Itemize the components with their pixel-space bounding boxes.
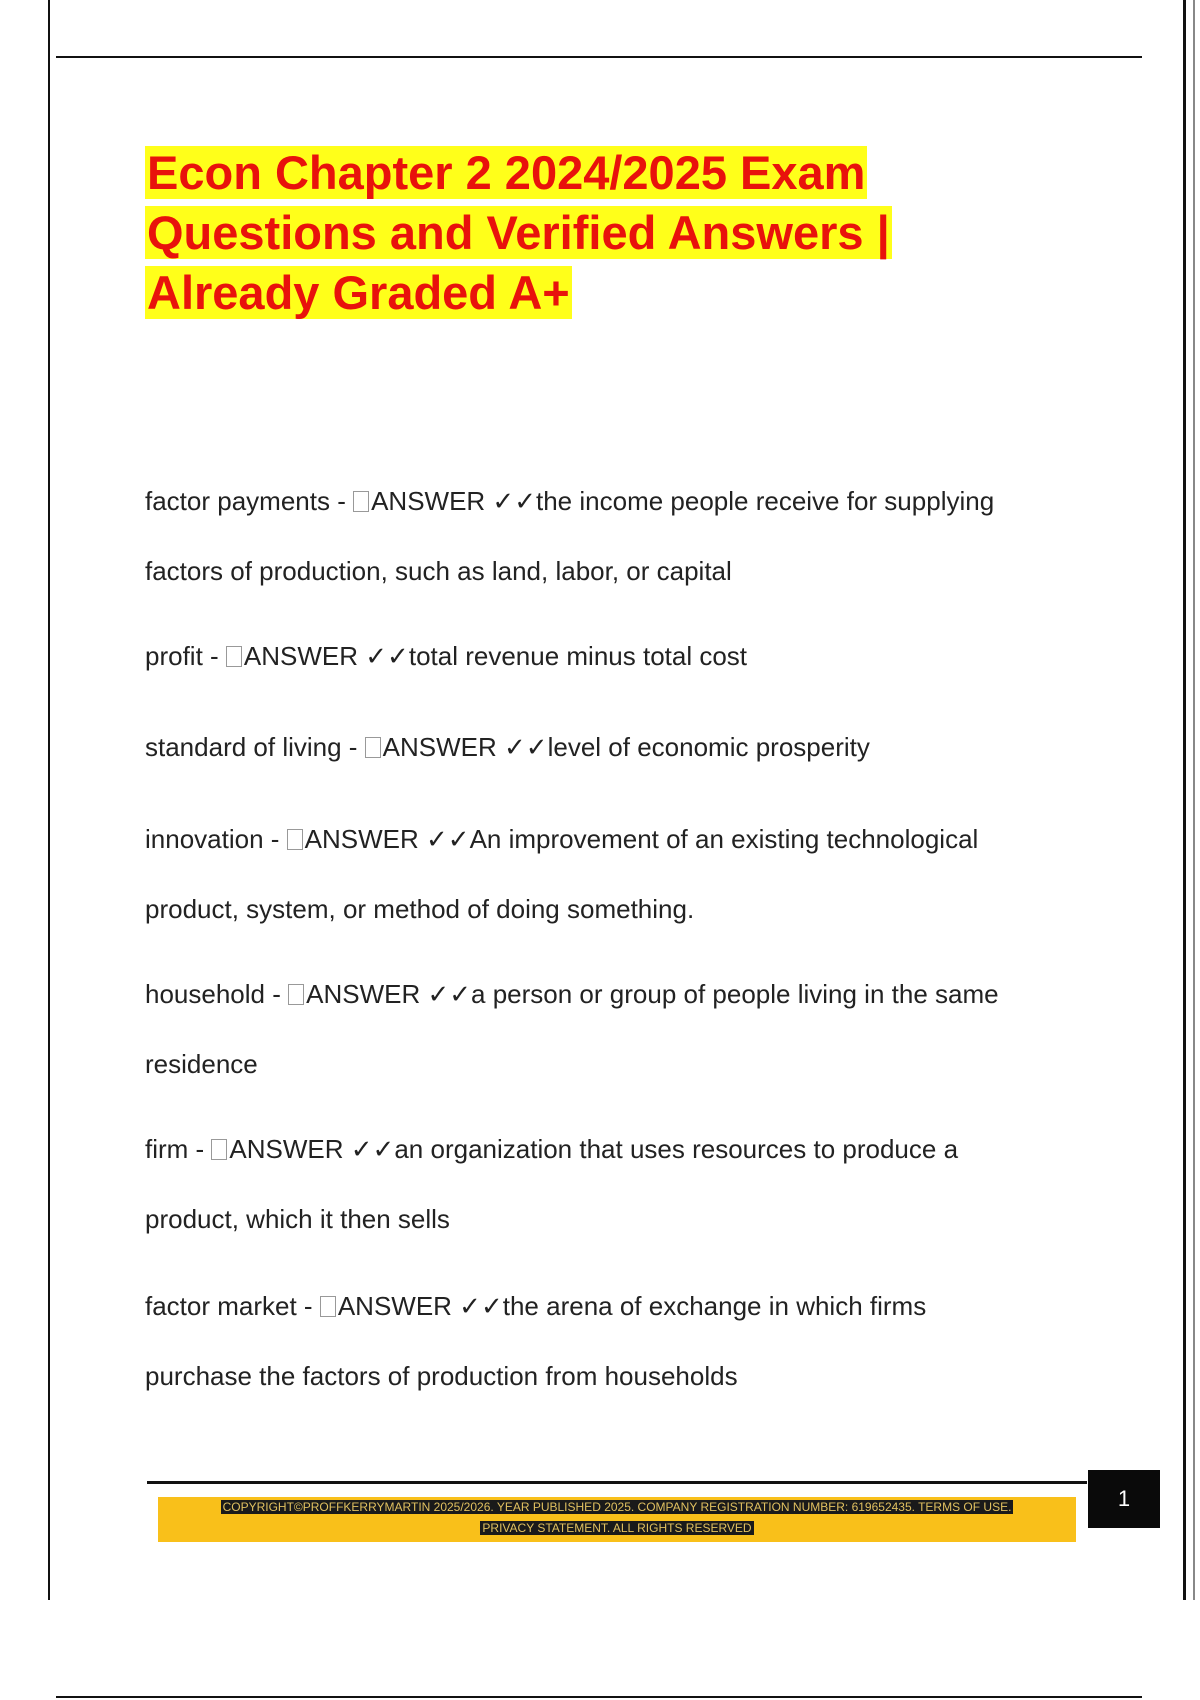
definition-line-2: purchase the factors of production from households <box>145 1361 738 1391</box>
answer-marker: ANSWER ✓✓ <box>243 641 409 671</box>
answer-box-icon <box>288 984 304 1005</box>
definition-line-1: an organization that uses resources to produce a <box>394 1134 959 1164</box>
title-line-3: Already Graded A+ <box>147 266 570 319</box>
qa-entry-standard-of-living <box>145 712 1095 782</box>
term: profit - <box>145 641 226 671</box>
term: innovation - <box>145 824 287 854</box>
definition-line-1: the income people receive for supplying <box>536 486 995 516</box>
left-border <box>48 0 50 1600</box>
bottom-rule <box>56 1696 1142 1698</box>
answer-box-icon <box>365 737 381 758</box>
page-number: 1 <box>1088 1470 1160 1528</box>
qa-line <box>145 804 1095 874</box>
term: firm - <box>145 1134 212 1164</box>
qa-entry-innovation <box>145 804 1095 944</box>
qa-line <box>145 621 1095 691</box>
definition-line-1: An improvement of an existing technological <box>469 824 979 854</box>
answer-marker: ANSWER ✓✓ <box>304 824 470 854</box>
right-border-shadow <box>1193 0 1195 1600</box>
title-line-2: Questions and Verified Answers | <box>147 206 890 259</box>
qa-entry-factor-payments <box>145 466 1095 606</box>
document-title <box>145 143 1045 323</box>
qa-line <box>145 712 1095 782</box>
copyright-footer <box>158 1497 1076 1542</box>
term: standard of living - <box>145 732 365 762</box>
right-border <box>1183 0 1186 1600</box>
qa-entry-firm <box>145 1114 1095 1254</box>
answer-box-icon <box>211 1139 227 1160</box>
definition-line-2: product, system, or method of doing something. <box>145 894 695 924</box>
qa-line <box>145 1114 1095 1184</box>
footer-rule <box>147 1481 1087 1484</box>
definition-line-1: a person or group of people living in the same <box>471 979 999 1009</box>
definition-line-2: residence <box>145 1049 258 1079</box>
term: household - <box>145 979 289 1009</box>
answer-box-icon <box>353 491 369 512</box>
answer-box-icon <box>287 829 303 850</box>
term: factor market - <box>145 1291 320 1321</box>
answer-box-icon <box>226 646 242 667</box>
copyright-line-1: COPYRIGHT©PROFFKERRYMARTIN 2025/2026. YEAR PUBLISHED 2025. COMPANY REGISTRATION NUMBER: 619652435. TERMS OF USE. <box>222 1500 1012 1514</box>
answer-marker: ANSWER ✓✓ <box>371 486 536 516</box>
answer-marker: ANSWER ✓✓ <box>382 732 548 762</box>
answer-marker: ANSWER ✓✓ <box>229 1134 395 1164</box>
qa-line <box>145 959 1095 1029</box>
copyright-line-2: PRIVACY STATEMENT. ALL RIGHTS RESERVED <box>482 1521 752 1535</box>
definition-line-2: product, which it then sells <box>145 1204 450 1234</box>
qa-entry-profit <box>145 621 1095 691</box>
answer-marker: ANSWER ✓✓ <box>306 979 472 1009</box>
answer-box-icon <box>320 1296 336 1317</box>
definition-line-1: level of economic prosperity <box>547 732 870 762</box>
qa-entry-household <box>145 959 1095 1099</box>
definition-line-1: total revenue minus total cost <box>408 641 748 671</box>
title-line-1: Econ Chapter 2 2024/2025 Exam <box>147 146 866 199</box>
definition-line-2: factors of production, such as land, labor, or capital <box>145 556 732 586</box>
answer-marker: ANSWER ✓✓ <box>337 1291 503 1321</box>
term: factor payments - <box>145 486 354 516</box>
qa-line <box>145 466 1095 536</box>
qa-entry-factor-market <box>145 1271 1095 1411</box>
definition-line-1: the arena of exchange in which firms <box>502 1291 927 1321</box>
top-rule <box>56 56 1142 58</box>
qa-line <box>145 1271 1095 1341</box>
